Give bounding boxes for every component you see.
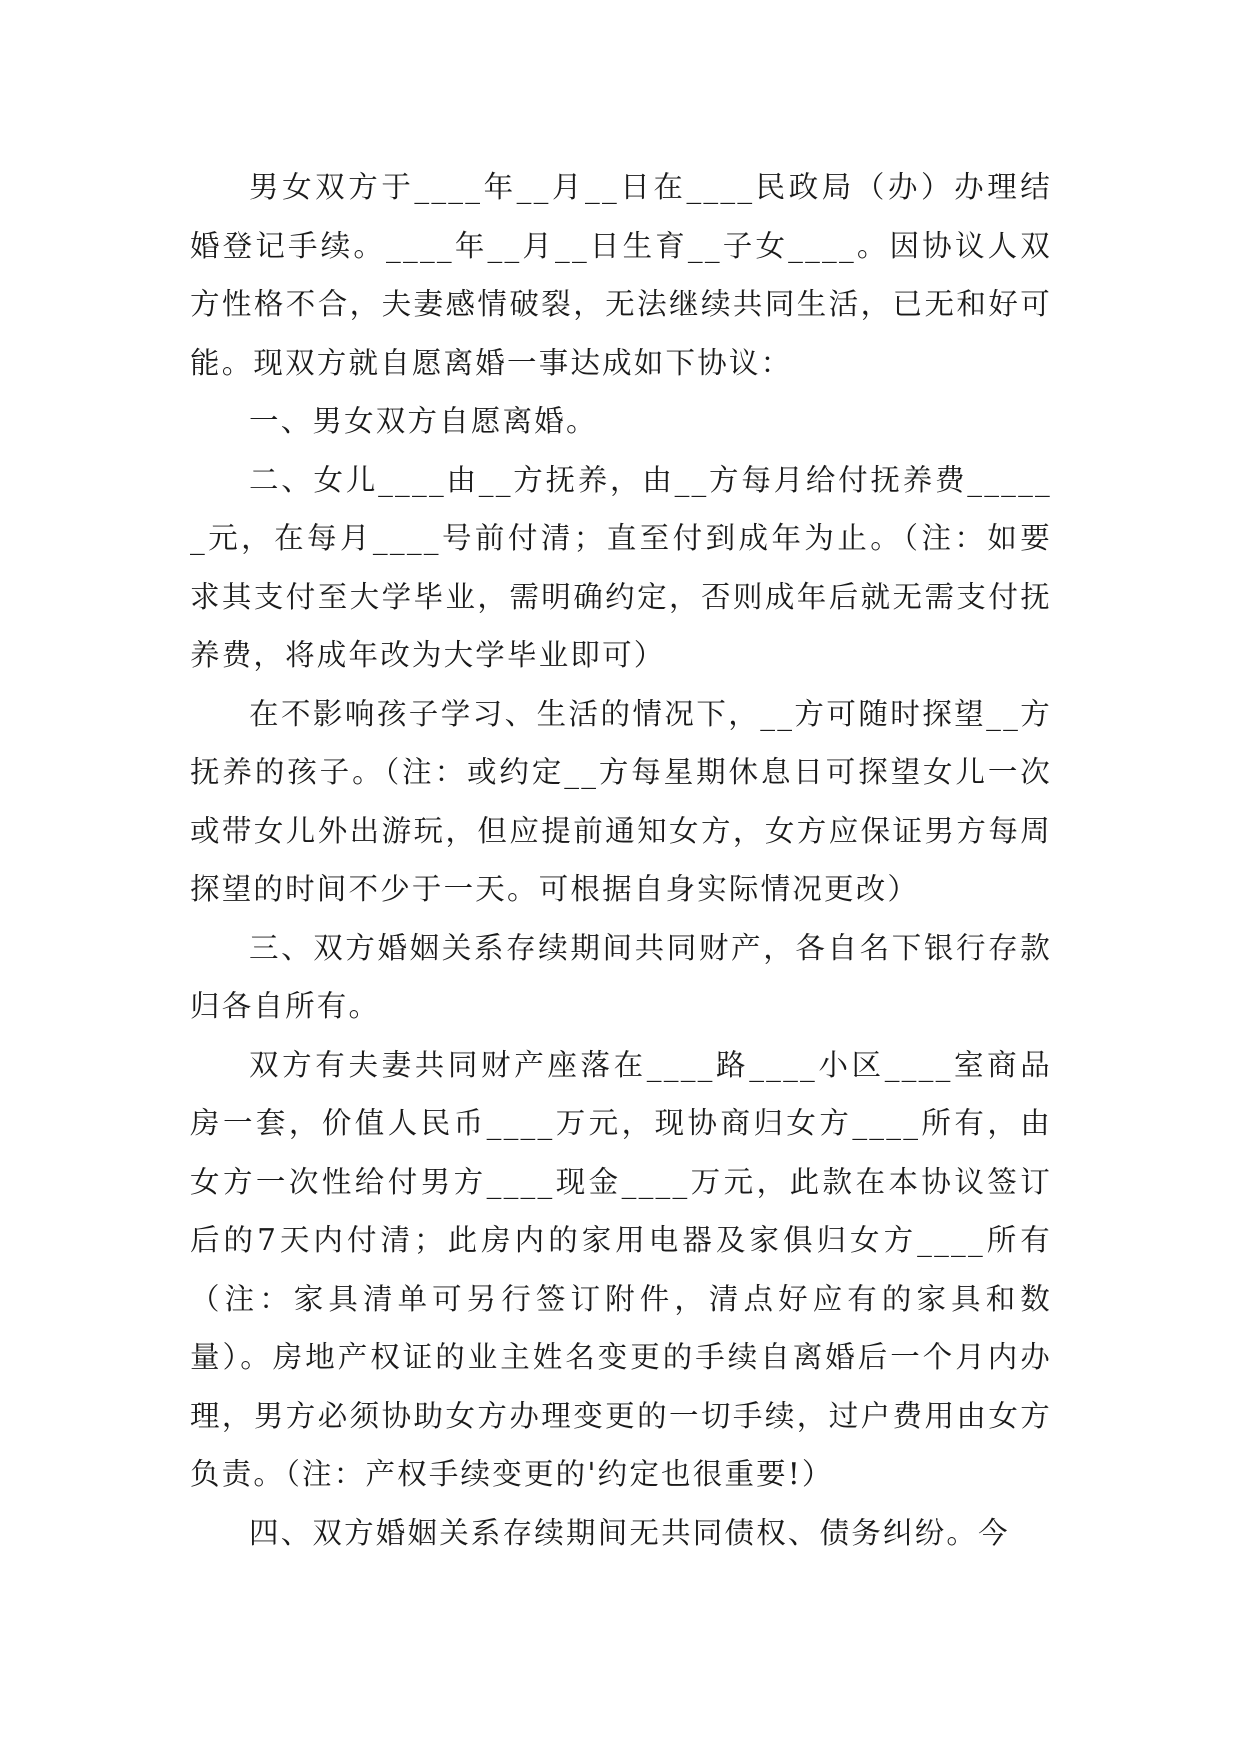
paragraph-visitation: 在不影响孩子学习、生活的情况下，__方可随时探望__方抚养的孩子。（注：或约定__方每星期休息日可探望女儿一次或带女儿外出游玩，但应提前通知女方，女方应保证男方每周探望的时间不少于一天。可根据自身实际情况更改） — [190, 696, 1052, 906]
paragraph-clause-1: 一、男女双方自愿离婚。 — [249, 404, 598, 438]
paragraph-clause-2-custody: 二、女儿____由__方抚养，由__方每月给付抚养费______元，在每月____号前付清；直至付到成年为止。（注：如要求其支付至大学毕业，需明确约定，否则成年后就无需支付抚养费，将成年改为大学毕业即可） — [190, 462, 1052, 672]
paragraph-marriage-registration: 男女双方于____年__月__日在____民政局（办）办理结婚登记手续。____年__月__日生育__子女____。因协议人双方性格不合，夫妻感情破裂，无法继续共同生活，已无和好可能。现双方就自愿离婚一事达成如下协议： — [190, 170, 1052, 380]
paragraph-real-estate: 双方有夫妻共同财产座落在____路____小区____室商品房一套，价值人民币____万元，现协商归女方____所有，由女方一次性给付男方____现金____万元，此款在本协议签订后的7天内付清；此房内的家用电器及家俱归女方____所有（注：家具清单可另行签订附件，清点好应有的家具和数量）。房地产权证的业主姓名变更的手续自离婚后一个月内办理，男方必须协助女方办理变更的一切手续，过户费用由女方负责。（注：产权手续变更的'约定也很重要!） — [190, 1047, 1052, 1491]
paragraph-clause-3-property: 三、双方婚姻关系存续期间共同财产，各自名下银行存款归各自所有。 — [190, 930, 1052, 1023]
paragraph-clause-4-debts: 四、双方婚姻关系存续期间无共同债权、债务纠纷。今 — [249, 1515, 1010, 1550]
document-body — [190, 158, 1052, 1562]
